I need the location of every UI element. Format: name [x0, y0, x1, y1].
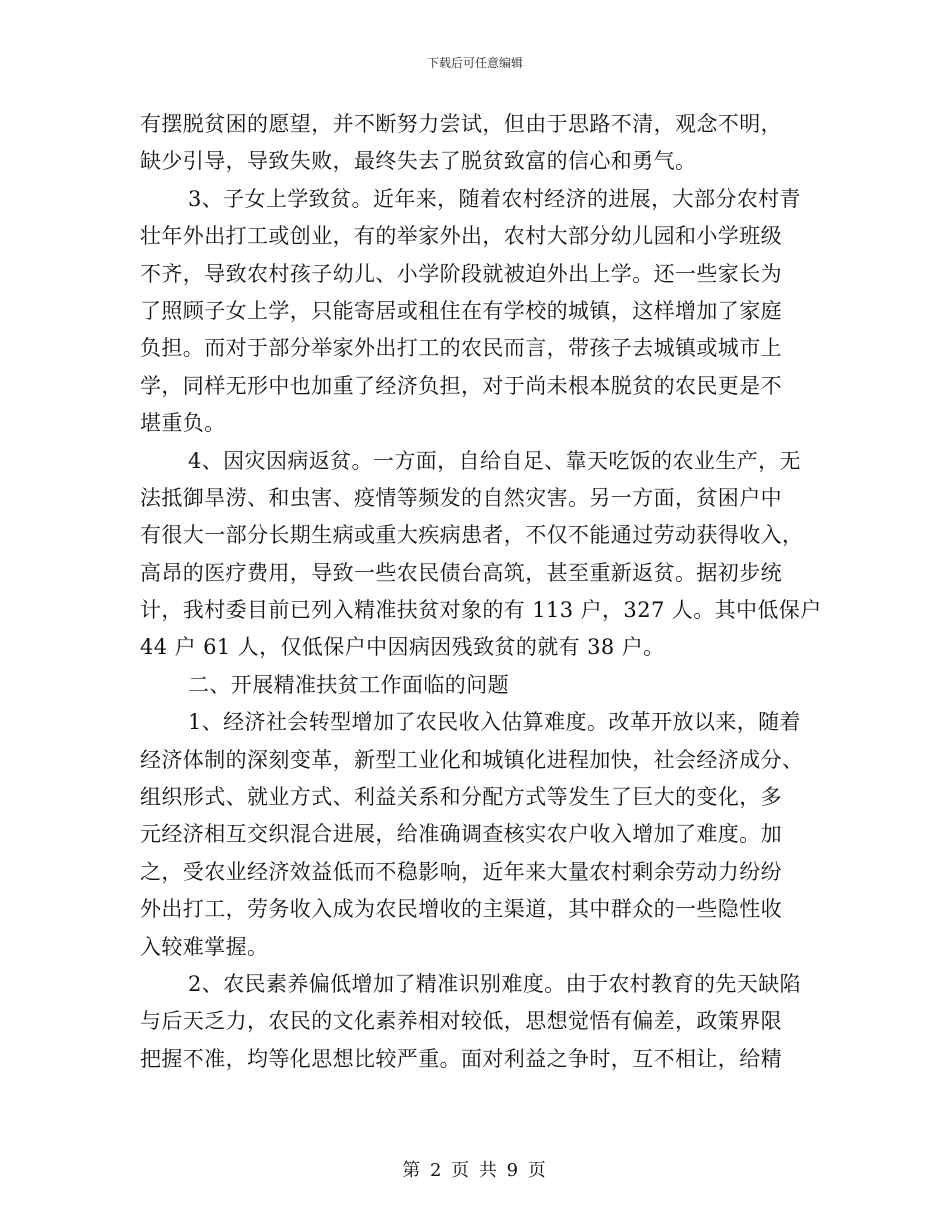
page-header: 下载后可任意编辑	[426, 56, 523, 70]
text-line: 元经济相互交织混合进展，给准确调查核实农户收入增加了难度。加	[140, 822, 782, 847]
text-line: 学，同样无形中也加重了经济负担，对于尚未根本脱贫的农民更是不	[140, 373, 782, 398]
page-footer: 第 2 页 共 9 页	[402, 1160, 548, 1181]
text-line: 壮年外出打工或创业，有的举家外出，农村大部分幼儿园和小学班级	[140, 224, 782, 249]
text-line: 缺少引导，导致失败，最终失去了脱贫致富的信心和勇气。	[140, 149, 697, 174]
text-line: 入较难掌握。	[140, 934, 269, 959]
text-line: 44 户 61 人，仅低保户中因病因残致贫的就有 38 户。	[140, 635, 665, 660]
paragraph-start-line: 4、因灾因病返贫。一方面，自给自足、靠天吃饭的农业生产，无	[188, 448, 801, 473]
text-line: 经济体制的深刻变革，新型工业化和城镇化进程加快，社会经济成分、	[140, 747, 804, 772]
text-line: 组织形式、就业方式、利益关系和分配方式等发生了巨大的变化，多	[140, 785, 782, 810]
text-line: 有很大一部分长期生病或重大疾病患者，不仅不能通过劳动获得收入，	[140, 523, 804, 548]
text-line: 有摆脱贫困的愿望，并不断努力尝试，但由于思路不清，观念不明，	[140, 112, 782, 136]
text-line: 外出打工，劳务收入成为农民增收的主渠道，其中群众的一些隐性收	[140, 897, 782, 922]
text-line: 把握不准，均等化思想比较严重。面对利益之争时，互不相让，给精	[140, 1046, 782, 1071]
text-line: 与后天乏力，农民的文化素养相对较低，思想觉悟有偏差，政策界限	[140, 1009, 782, 1034]
text-line: 不齐，导致农村孩子幼儿、小学阶段就被迫外出上学。还一些家长为	[140, 261, 782, 286]
text-line: 负担。而对于部分举家外出打工的农民而言，带孩子去城镇或城市上	[140, 336, 782, 361]
text-line: 高昂的医疗费用，导致一些农民债台高筑，甚至重新返贫。据初步统	[140, 560, 782, 585]
text-line: 了照顾子女上学，只能寄居或租住在有学校的城镇，这样增加了家庭	[140, 298, 782, 323]
paragraph-start-line: 1、经济社会转型增加了农民收入估算难度。改革开放以来，随着	[188, 710, 801, 735]
paragraph-start-line: 2、农民素养偏低增加了精准识别难度。由于农村教育的先天缺陷	[188, 971, 801, 996]
paragraph-start-line: 3、子女上学致贫。近年来，随着农村经济的进展，大部分农村青	[188, 186, 801, 211]
section-heading: 二、开展精准扶贫工作面临的问题	[188, 672, 509, 697]
document-body	[140, 106, 822, 1078]
text-line: 之，受农业经济效益低而不稳影响，近年来大量农村剩余劳动力纷纷	[140, 859, 782, 884]
text-line: 法抵御旱涝、和虫害、疫情等频发的自然灾害。另一方面，贫困户中	[140, 485, 782, 510]
text-line: 计，我村委目前已列入精准扶贫对象的有 113 户，327 人。其中低保户	[140, 598, 822, 623]
text-line: 堪重负。	[140, 411, 226, 436]
